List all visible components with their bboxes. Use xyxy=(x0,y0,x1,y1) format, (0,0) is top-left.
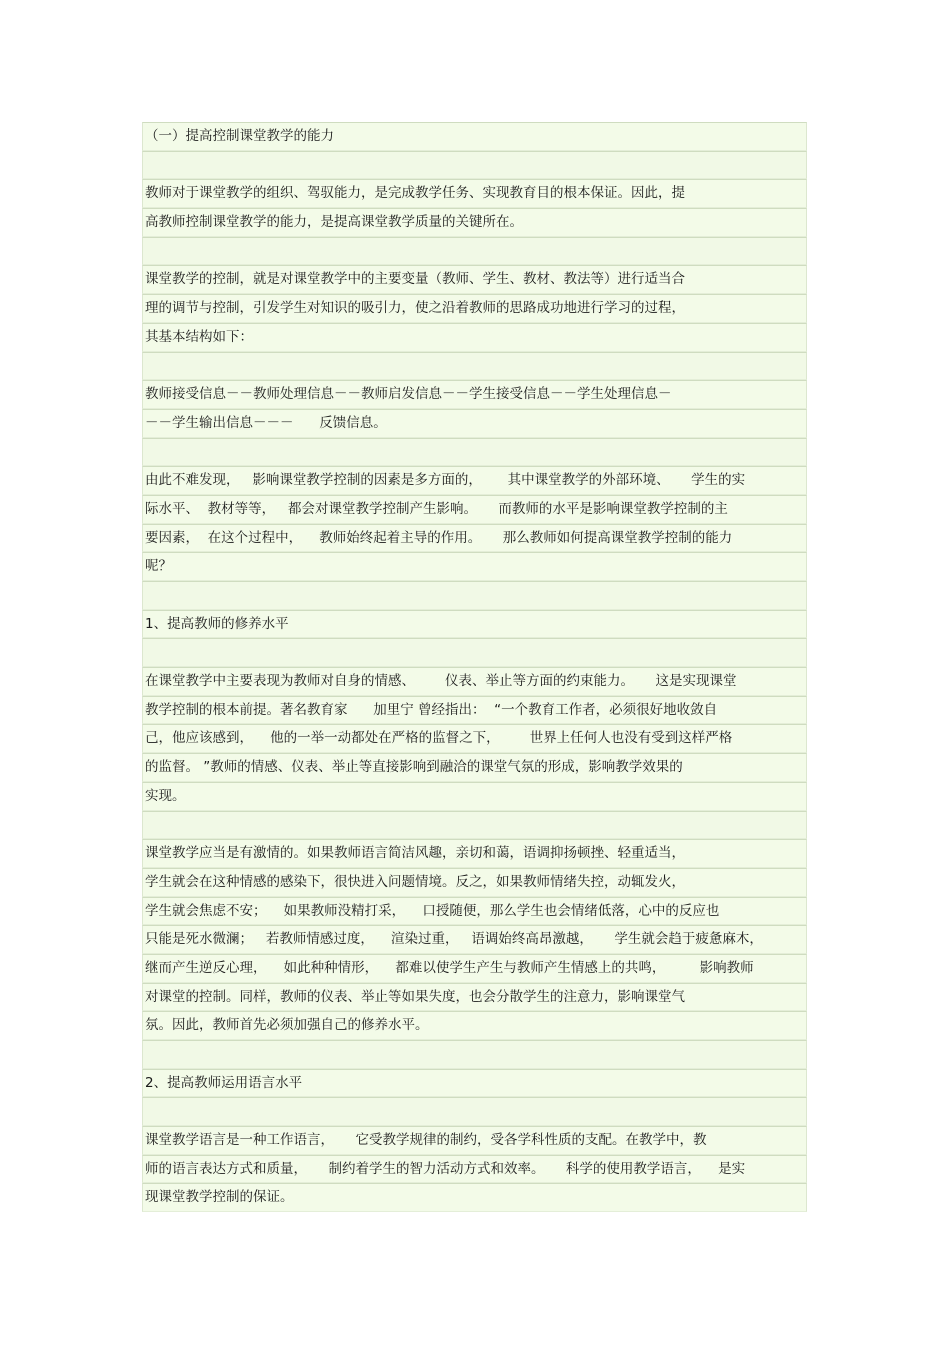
text-line: 己，他应该感到， 他的一举一动都处在严格的监督之下， 世界上任何人也没有受到这样严格 xyxy=(142,724,807,753)
text-line: 理的调节与控制，引发学生对知识的吸引力，使之沿着教师的思路成功地进行学习的过程， xyxy=(142,294,807,323)
text-line: 的监督。 ”教师的情感、仪表、举止等直接影响到融洽的课堂气氛的形成，影响教学效果的 xyxy=(142,753,807,782)
blank-row xyxy=(142,438,807,467)
text-line: 1、提高教师的修养水平 xyxy=(142,610,807,639)
text-line: 呢？ xyxy=(142,552,807,581)
text-line: 师的语言表达方式和质量， 制约着学生的智力活动方式和效率。 科学的使用教学语言， 是实 xyxy=(142,1155,807,1184)
text-line: 教学控制的根本前提。著名教育家 加里宁 曾经指出： “一个教育工作者，必须很好地收敛自 xyxy=(142,696,807,725)
text-line: 要因素， 在这个过程中， 教师始终起着主导的作用。 那么教师如何提高课堂教学控制的能力 xyxy=(142,524,807,553)
text-line: （一）提高控制课堂教学的能力 xyxy=(142,122,807,151)
blank-row xyxy=(142,1040,807,1069)
document-body xyxy=(142,122,807,1212)
blank-row xyxy=(142,1097,807,1126)
text-line: 高教师控制课堂教学的能力，是提高课堂教学质量的关键所在。 xyxy=(142,208,807,237)
text-line: 2、提高教师运用语言水平 xyxy=(142,1069,807,1098)
blank-row xyxy=(142,352,807,381)
text-line: 学生就会焦虑不安； 如果教师没精打采， 口授随便，那么学生也会情绪低落，心中的反应也 xyxy=(142,897,807,926)
text-line: 际水平、 教材等等， 都会对课堂教学控制产生影响。 而教师的水平是影响课堂教学控制的主 xyxy=(142,495,807,524)
text-line: 学生就会在这种情感的感染下，很快进入问题情境。反之，如果教师情绪失控，动辄发火， xyxy=(142,868,807,897)
text-line: －－学生输出信息－－－ 反馈信息。 xyxy=(142,409,807,438)
text-line: 教师接受信息－－教师处理信息－－教师启发信息－－学生接受信息－－学生处理信息－ xyxy=(142,380,807,409)
text-line: 其基本结构如下： xyxy=(142,323,807,352)
text-line: 由此不难发现， 影响课堂教学控制的因素是多方面的， 其中课堂教学的外部环境、 学生的实 xyxy=(142,466,807,495)
blank-row xyxy=(142,151,807,180)
text-line: 课堂教学的控制，就是对课堂教学中的主要变量（教师、学生、教材、教法等）进行适当合 xyxy=(142,265,807,294)
blank-row xyxy=(142,237,807,266)
text-line: 氛。因此，教师首先必须加强自己的修养水平。 xyxy=(142,1011,807,1040)
text-line: 课堂教学语言是一种工作语言， 它受教学规律的制约，受各学科性质的支配。在教学中，教 xyxy=(142,1126,807,1155)
text-line: 对课堂的控制。同样，教师的仪表、举止等如果失度，也会分散学生的注意力，影响课堂气 xyxy=(142,983,807,1012)
text-line: 教师对于课堂教学的组织、驾驭能力，是完成教学任务、实现教育目的根本保证。因此，提 xyxy=(142,179,807,208)
text-line: 实现。 xyxy=(142,782,807,811)
text-line: 课堂教学应当是有激情的。如果教师语言简洁风趣，亲切和蔼，语调抑扬顿挫、轻重适当， xyxy=(142,839,807,868)
blank-row xyxy=(142,638,807,667)
text-line: 只能是死水微澜； 若教师情感过度， 渲染过重， 语调始终高昂激越， 学生就会趋于疲惫麻木， xyxy=(142,925,807,954)
text-line: 现课堂教学控制的保证。 xyxy=(142,1183,807,1212)
text-line: 在课堂教学中主要表现为教师对自身的情感、 仪表、举止等方面的约束能力。 这是实现课堂 xyxy=(142,667,807,696)
blank-row xyxy=(142,581,807,610)
blank-row xyxy=(142,811,807,840)
text-line: 继而产生逆反心理， 如此种种情形， 都难以使学生产生与教师产生情感上的共鸣， 影响教师 xyxy=(142,954,807,983)
